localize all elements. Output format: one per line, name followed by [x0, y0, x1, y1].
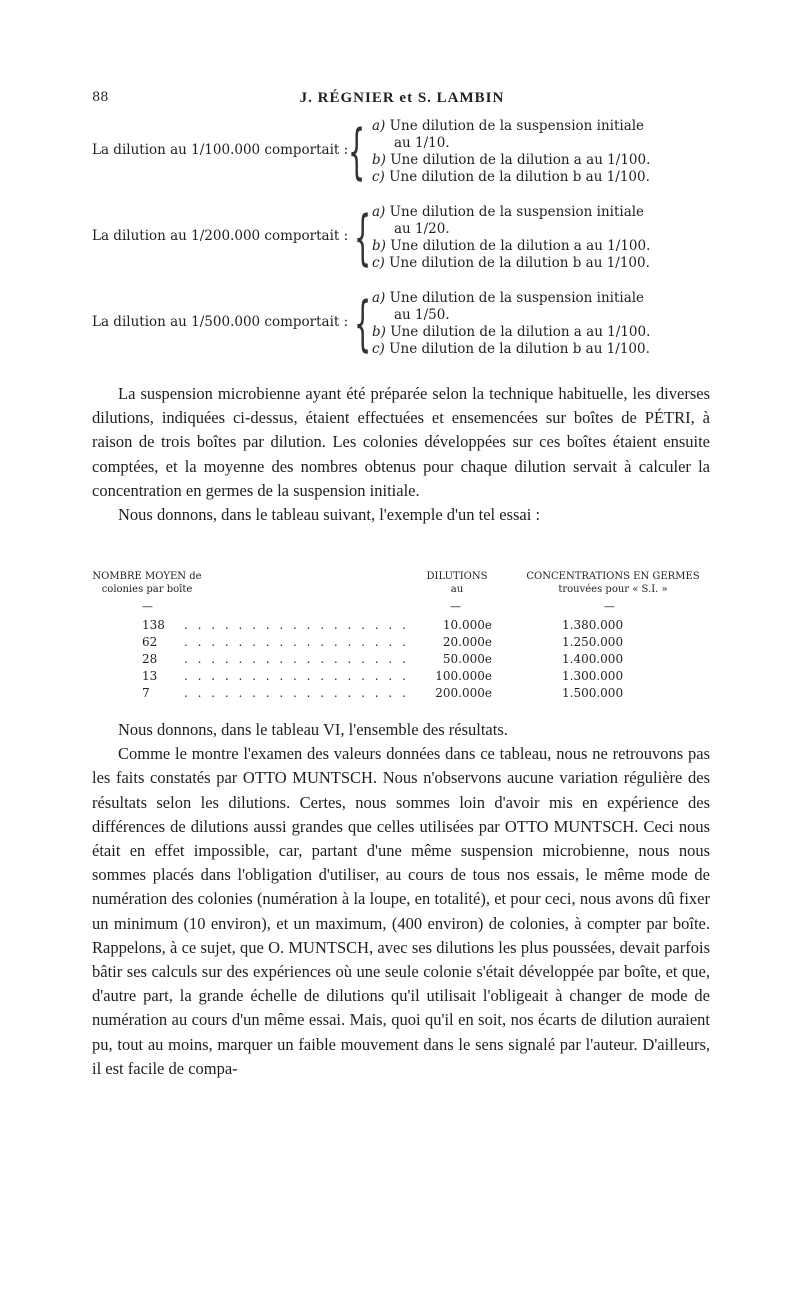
brace-icon: {	[354, 203, 372, 273]
paragraph: La suspension microbienne ayant été préparée selon la technique habituelle, les diverses dilutions, indiquées ci-dessus, étaient effectuées et ensemencées sur boîtes de PÉTRI, à raison de trois boîtes par dilution. Les colonies développées sur ces boîtes étaient ensuite comptées, et la moyenne des nombres obtenus pour chaque dilution servait à calculer la concentration en germes de la suspension initiale.	[92, 384, 710, 500]
dilution-item: au 1/50.	[394, 307, 450, 323]
dilution-label: La dilution au 1/500.000 comportait :	[92, 314, 349, 330]
table-row: 28 . . . . . . . . . . . . . . . . . 50.000e 1.400.000	[142, 652, 624, 666]
table-dash: —	[604, 600, 615, 613]
paragraph: Nous donnons, dans le tableau suivant, l'exemple d'un tel essai :	[118, 505, 541, 525]
table-row: 13 . . . . . . . . . . . . . . . . . 100.000e 1.300.000	[142, 669, 624, 683]
page-number: 88	[92, 90, 109, 105]
paragraph: Nous donnons, dans le tableau VI, l'ensemble des résultats.	[118, 720, 508, 739]
brace-icon: {	[354, 289, 372, 359]
dilution-item: a) Une dilution de la suspension initiale	[372, 204, 645, 220]
dilution-item: c) Une dilution de la dilution b au 1/100.	[372, 169, 650, 185]
dilution-items	[372, 118, 650, 186]
dilution-item: a) Une dilution de la suspension initiale	[372, 118, 645, 134]
table-dash: —	[450, 600, 461, 613]
dilution-item: b) Une dilution de la dilution a au 1/100.	[372, 152, 651, 168]
table-row: 7 . . . . . . . . . . . . . . . . . 200.000e 1.500.000	[142, 686, 624, 700]
table-header-concentrations: CONCENTRATIONS EN GERMES trouvées pour « S.I. »	[526, 571, 700, 595]
dilution-items	[372, 290, 650, 358]
dilution-label: La dilution au 1/100.000 comportait :	[92, 142, 349, 158]
dilution-item: c) Une dilution de la dilution b au 1/100.	[372, 255, 650, 271]
dilution-block-2	[92, 204, 712, 274]
running-title: J. RÉGNIER et S. LAMBIN	[299, 90, 505, 106]
dilution-item: b) Une dilution de la dilution a au 1/100.	[372, 324, 651, 340]
table-dash: —	[142, 600, 153, 613]
table-header-dilutions: DILUTIONS au	[426, 571, 488, 595]
running-head	[92, 90, 712, 112]
brace-icon: {	[348, 117, 366, 187]
dilution-item: au 1/20.	[394, 221, 450, 237]
paragraph: Comme le montre l'examen des valeurs données dans ce tableau, nous ne retrouvons pas les faits constatés par OTTO MUNTSCH. Nous n'observons aucune variation régulière des résultats selon les dilutions. Certes, nous sommes loin d'avoir mis en expérience des différences de dilutions aussi grandes que celles utilisées par OTTO MUNTSCH. Ceci nous était en effet impossible, car, partant d'une même suspension microbienne, nous nous sommes placés dans l'obligation d'utiliser, au cours de tous nos essais, le même mode de numération des colonies (numération à la loupe, en totalité), et pour ceci, nous avons dû fixer un minimum (10 environ), et un maximum, (400 environ) de colonies, à compter par boîte. Rappelons, à ce sujet, que O. MUNTSCH, avec ses dilutions les plus poussées, devait parfois bâtir ses calculs sur des expériences où une seule colonie s'était développée par boîte, et que, d'autre part, la grande échelle de dilutions qu'il utilisait l'obligeait à changer de mode de numération au cours d'un même essai. Mais, quoi qu'il en soit, nos écarts de dilution auraient pu, tout au moins, marquer un faible mouvement dans le sens signalé par l'auteur. D'ailleurs, il est facile de compa-	[92, 744, 710, 1078]
dilution-block-1	[92, 118, 712, 188]
table-row: 62 . . . . . . . . . . . . . . . . . 20.000e 1.250.000	[142, 635, 624, 649]
body-text-top	[92, 382, 710, 527]
dilution-block-3	[92, 290, 712, 360]
dilution-items	[372, 204, 650, 272]
body-text-bottom	[92, 718, 710, 1081]
dilution-item: a) Une dilution de la suspension initiale	[372, 290, 645, 306]
dilution-label: La dilution au 1/200.000 comportait :	[92, 228, 349, 244]
dilution-item: c) Une dilution de la dilution b au 1/100.	[372, 341, 650, 357]
table-row: 138 . . . . . . . . . . . . . . . . . 10.000e 1.380.000	[142, 618, 624, 632]
table-header-colonies: NOMBRE MOYEN de colonies par boîte	[92, 571, 202, 595]
dilution-item: b) Une dilution de la dilution a au 1/100.	[372, 238, 651, 254]
dilution-item: au 1/10.	[394, 135, 450, 151]
